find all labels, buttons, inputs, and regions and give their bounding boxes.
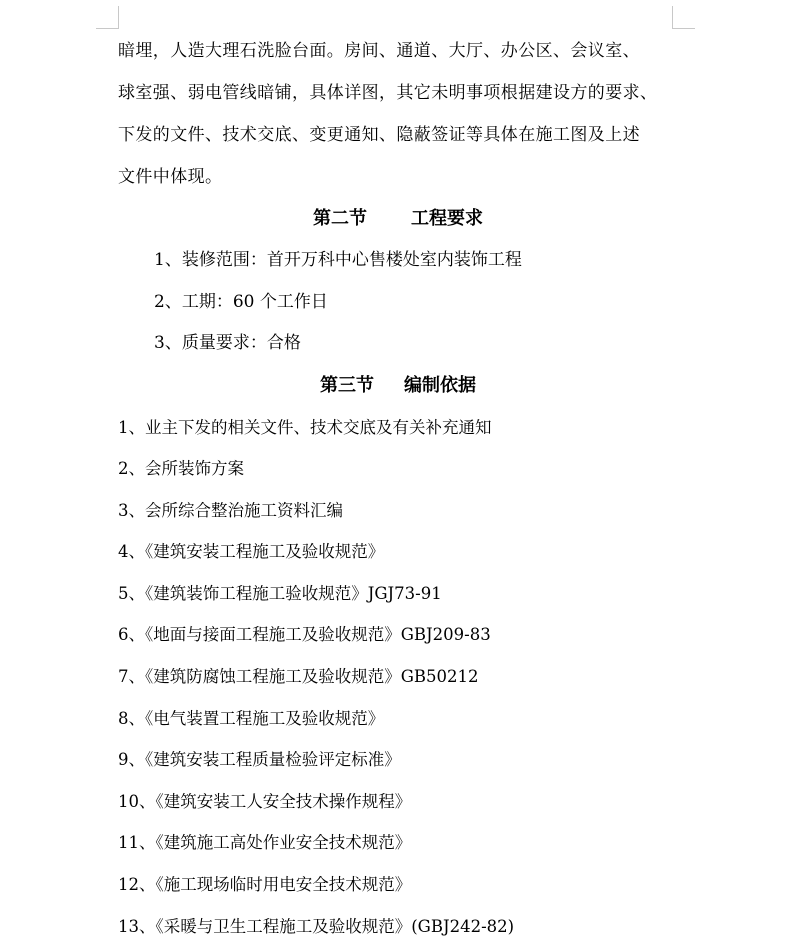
section-title: 工程要求: [411, 208, 483, 229]
crop-mark-top-left: [96, 6, 119, 29]
basis-item: 12、《施工现场临时用电安全技术规范》: [118, 875, 412, 895]
intro-line: 文件中体现。: [118, 167, 223, 187]
basis-item: 3、会所综合整治施工资料汇编: [118, 500, 343, 520]
basis-item: 6、《地面与接面工程施工及验收规范》GBJ209-83: [118, 625, 491, 645]
basis-item: 5、《建筑装饰工程施工验收规范》JGJ73-91: [118, 583, 442, 603]
basis-item: 7、《建筑防腐蚀工程施工及验收规范》GB50212: [118, 667, 479, 687]
basis-item: 4、《建筑安装工程施工及验收规范》: [118, 542, 385, 562]
section-heading-3: [118, 365, 678, 407]
basis-item: 9、《建筑安装工程质量检验评定标准》: [118, 750, 401, 770]
section-title: 编制依据: [404, 374, 476, 396]
document-body: [118, 30, 678, 947]
basis-item: 8、《电气装置工程施工及验收规范》: [118, 708, 385, 728]
basis-item: 10、《建筑安装工人安全技术操作规程》: [118, 791, 412, 811]
section-heading-2: [118, 198, 678, 240]
requirement-item: 3、质量要求：合格: [154, 333, 301, 353]
basis-item: 11、《建筑施工高处作业安全技术规范》: [118, 833, 412, 853]
intro-line: 暗埋，人造大理石洗脸台面。房间、通道、大厅、办公区、会议室、: [118, 41, 640, 61]
basis-item: 13、《采暖与卫生工程施工及验收规范》(GBJ242-82): [118, 916, 515, 936]
requirement-item: 2、工期：60 个工作日: [154, 291, 328, 312]
requirement-item: 1、装修范围：首开万科中心售楼处室内装饰工程: [154, 250, 522, 270]
basis-item: 2、会所装饰方案: [118, 459, 244, 479]
intro-line: 下发的文件、技术交底、变更通知、隐蔽签证等具体在施工图及上述: [118, 125, 640, 145]
intro-line: 球室强、弱电管线暗铺，具体详图，其它未明事项根据建设方的要求、: [118, 83, 658, 103]
section-number: 第二节: [313, 208, 367, 229]
basis-item: 1、业主下发的相关文件、技术交底及有关补充通知: [118, 417, 492, 437]
section-number: 第三节: [320, 374, 374, 396]
crop-mark-top-right: [672, 6, 695, 29]
